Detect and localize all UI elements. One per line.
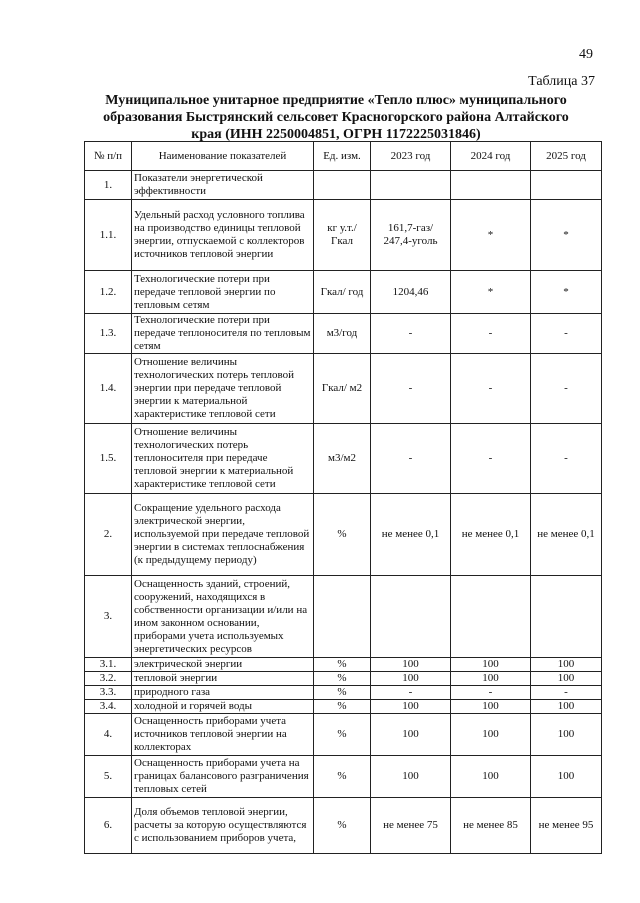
- value-2023: [371, 171, 451, 200]
- table-row: [85, 424, 602, 494]
- table-row: [85, 672, 602, 686]
- indicator-name: Доля объемов тепловой энергии, расчеты за которую осуществляются с использованием приборов учета,: [132, 798, 314, 854]
- value-2025: -: [531, 686, 602, 700]
- table-row: [85, 314, 602, 354]
- row-number: 1.3.: [85, 314, 132, 354]
- value-2024: -: [451, 354, 531, 424]
- value-2025: 100: [531, 756, 602, 798]
- value-2023: 161,7-газ/ 247,4-уголь: [371, 200, 451, 271]
- value-2023: 1204,46: [371, 271, 451, 314]
- value-2023: не менее 0,1: [371, 494, 451, 576]
- value-2024: 100: [451, 756, 531, 798]
- table-row: [85, 700, 602, 714]
- row-number: 1.5.: [85, 424, 132, 494]
- value-2023: -: [371, 354, 451, 424]
- indicator-name: Показатели энергетической эффективности: [132, 171, 314, 200]
- header-cell: 2023 год: [371, 142, 451, 171]
- row-number: 4.: [85, 714, 132, 756]
- table-header-row: [85, 142, 602, 171]
- value-2024: 100: [451, 714, 531, 756]
- value-2025: 100: [531, 714, 602, 756]
- value-2025: *: [531, 271, 602, 314]
- value-2025: [531, 171, 602, 200]
- value-2025: 100: [531, 658, 602, 672]
- value-2023: 100: [371, 714, 451, 756]
- value-2023: [371, 576, 451, 658]
- title-line: Муниципальное унитарное предприятие «Тепло плюс» муниципального: [105, 93, 567, 108]
- indicator-name: Оснащенность приборами учета источников тепловой энергии на коллекторах: [132, 714, 314, 756]
- table-row: [85, 576, 602, 658]
- table-row: [85, 354, 602, 424]
- unit-cell: Гкал/ год: [314, 271, 371, 314]
- row-number: 1.4.: [85, 354, 132, 424]
- indicator-name: природного газа: [132, 686, 314, 700]
- table-row: [85, 171, 602, 200]
- value-2024: -: [451, 424, 531, 494]
- unit-cell: %: [314, 672, 371, 686]
- row-number: 5.: [85, 756, 132, 798]
- table-row: [85, 798, 602, 854]
- row-number: 3.1.: [85, 658, 132, 672]
- row-number: 1.: [85, 171, 132, 200]
- indicator-name: Удельный расход условного топлива на производство единицы тепловой энергии, отпускаемой с коллекторов источников тепловой энергии: [132, 200, 314, 271]
- value-2025: -: [531, 424, 602, 494]
- table-row: [85, 756, 602, 798]
- unit-cell: [314, 171, 371, 200]
- title-line: края (ИНН 2250004851, ОГРН 1172225031846): [191, 127, 481, 142]
- value-2025: не менее 0,1: [531, 494, 602, 576]
- unit-cell: %: [314, 798, 371, 854]
- header-cell: Ед. изм.: [314, 142, 371, 171]
- value-2025: -: [531, 314, 602, 354]
- title-line: образования Быстрянский сельсовет Красногорского района Алтайского: [103, 110, 569, 125]
- unit-cell: [314, 576, 371, 658]
- value-2025: -: [531, 354, 602, 424]
- row-number: 1.1.: [85, 200, 132, 271]
- document-title: [84, 92, 588, 143]
- indicator-name: Отношение величины технологических потерь тепловой энергии при передаче тепловой энергии к материальной характеристике тепловой сети: [132, 354, 314, 424]
- table-row: [85, 714, 602, 756]
- row-number: 1.2.: [85, 271, 132, 314]
- indicator-name: Сокращение удельного расхода электрической энергии, используемой при передаче тепловой энергии в системах теплоснабжения (к предыдущему периоду): [132, 494, 314, 576]
- value-2023: -: [371, 314, 451, 354]
- value-2023: 100: [371, 672, 451, 686]
- value-2024: *: [451, 271, 531, 314]
- table-row: [85, 200, 602, 271]
- row-number: 3.: [85, 576, 132, 658]
- value-2023: -: [371, 424, 451, 494]
- value-2024: -: [451, 686, 531, 700]
- row-number: 6.: [85, 798, 132, 854]
- value-2024: 100: [451, 700, 531, 714]
- value-2024: -: [451, 314, 531, 354]
- table-row: [85, 658, 602, 672]
- header-cell: № п/п: [85, 142, 132, 171]
- value-2025: *: [531, 200, 602, 271]
- table-row: [85, 271, 602, 314]
- value-2024: [451, 171, 531, 200]
- unit-cell: м3/м2: [314, 424, 371, 494]
- indicator-name: Технологические потери при передаче теплоносителя по тепловым сетям: [132, 314, 314, 354]
- table-caption: Таблица 37: [528, 74, 595, 89]
- value-2025: 100: [531, 700, 602, 714]
- value-2025: не менее 95: [531, 798, 602, 854]
- header-cell: 2025 год: [531, 142, 602, 171]
- value-2024: не менее 85: [451, 798, 531, 854]
- value-2023: 100: [371, 658, 451, 672]
- row-number: 3.4.: [85, 700, 132, 714]
- table-row: [85, 686, 602, 700]
- unit-cell: кг у.т./ Гкал: [314, 200, 371, 271]
- header-cell: 2024 год: [451, 142, 531, 171]
- table-row: [85, 494, 602, 576]
- value-2024: [451, 576, 531, 658]
- value-2023: -: [371, 686, 451, 700]
- unit-cell: %: [314, 658, 371, 672]
- row-number: 3.2.: [85, 672, 132, 686]
- page-number: 49: [579, 47, 593, 62]
- value-2024: 100: [451, 658, 531, 672]
- unit-cell: %: [314, 714, 371, 756]
- unit-cell: %: [314, 494, 371, 576]
- indicator-name: Отношение величины технологических потерь теплоносителя при передаче тепловой энергии к материальной характеристике тепловой сети: [132, 424, 314, 494]
- header-cell: Наименование показателей: [132, 142, 314, 171]
- unit-cell: %: [314, 700, 371, 714]
- indicator-name: Оснащенность зданий, строений, сооружений, находящихся в собственности организации и/или на ином законном основании, приборами учета используемых энергетических ресурсов: [132, 576, 314, 658]
- row-number: 3.3.: [85, 686, 132, 700]
- value-2023: 100: [371, 700, 451, 714]
- value-2024: *: [451, 200, 531, 271]
- indicator-name: Технологические потери при передаче тепловой энергии по тепловым сетям: [132, 271, 314, 314]
- value-2024: 100: [451, 672, 531, 686]
- indicators-table: [84, 141, 602, 854]
- value-2023: 100: [371, 756, 451, 798]
- indicator-name: Оснащенность приборами учета на границах балансового разграничения тепловых сетей: [132, 756, 314, 798]
- indicator-name: холодной и горячей воды: [132, 700, 314, 714]
- value-2025: 100: [531, 672, 602, 686]
- value-2023: не менее 75: [371, 798, 451, 854]
- row-number: 2.: [85, 494, 132, 576]
- unit-cell: %: [314, 756, 371, 798]
- value-2024: не менее 0,1: [451, 494, 531, 576]
- indicator-name: тепловой энергии: [132, 672, 314, 686]
- indicator-name: электрической энергии: [132, 658, 314, 672]
- unit-cell: м3/год: [314, 314, 371, 354]
- unit-cell: Гкал/ м2: [314, 354, 371, 424]
- value-2025: [531, 576, 602, 658]
- unit-cell: %: [314, 686, 371, 700]
